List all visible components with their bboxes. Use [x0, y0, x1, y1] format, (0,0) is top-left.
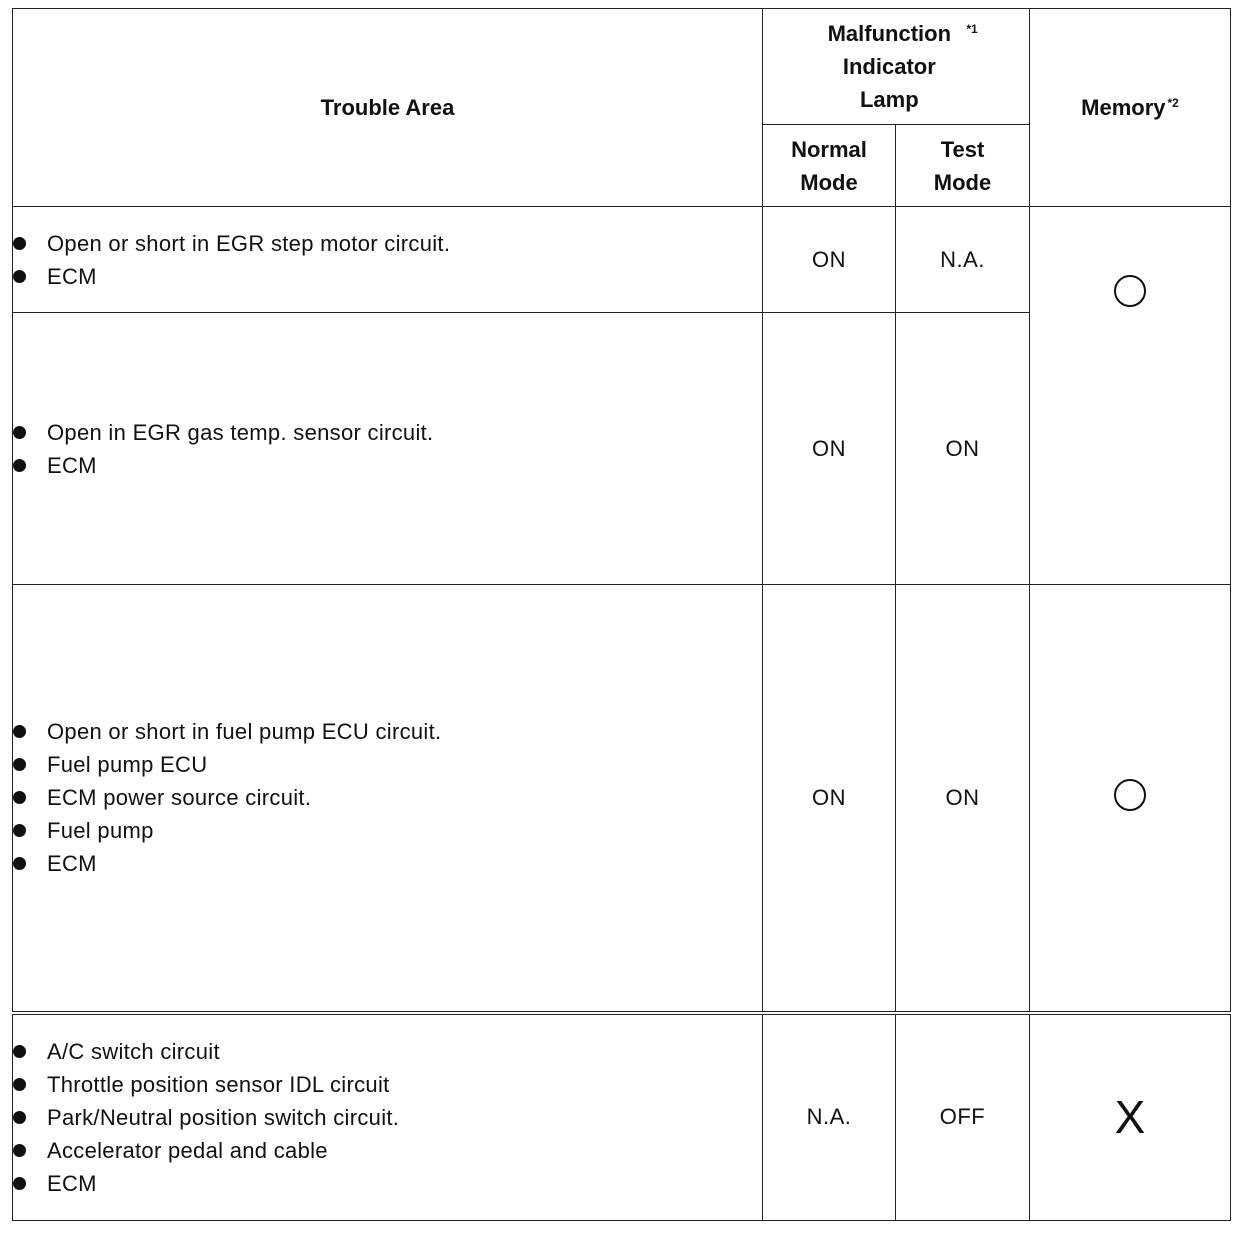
header-mil-note: *1 — [966, 22, 978, 36]
list-item: ECM — [13, 449, 762, 482]
trouble-list — [13, 715, 762, 880]
memory-cell — [1030, 585, 1231, 1013]
memory-circle-icon — [1114, 275, 1146, 307]
table-row — [13, 585, 1231, 1013]
trouble-list — [13, 227, 762, 293]
list-item: Throttle position sensor IDL circuit — [13, 1068, 762, 1101]
list-item: ECM — [13, 847, 762, 880]
trouble-area-cell — [13, 207, 763, 313]
list-item: Open or short in EGR step motor circuit. — [13, 227, 762, 260]
trouble-area-cell — [13, 585, 763, 1013]
trouble-list — [13, 1035, 762, 1200]
list-item: ECM — [13, 1167, 762, 1200]
header-memory — [1030, 9, 1231, 207]
test-mode-value: OFF — [896, 1013, 1030, 1221]
header-trouble-area: Trouble Area — [13, 9, 763, 207]
test-mode-value: N.A. — [896, 207, 1030, 313]
header-memory-text: Memory — [1081, 95, 1166, 120]
list-item: Fuel pump ECU — [13, 748, 762, 781]
memory-cell — [1030, 207, 1231, 585]
list-item: Open in EGR gas temp. sensor circuit. — [13, 416, 762, 449]
diagnosis-table — [12, 8, 1231, 1221]
test-mode-value: ON — [896, 313, 1030, 585]
list-item: Park/Neutral position switch circuit. — [13, 1101, 762, 1134]
trouble-area-cell — [13, 1013, 763, 1221]
header-mil — [763, 9, 1030, 125]
memory-x-mark: X — [1114, 1091, 1146, 1144]
test-mode-value: ON — [896, 585, 1030, 1013]
normal-mode-value: N.A. — [763, 1013, 896, 1221]
normal-mode-value: ON — [763, 207, 896, 313]
header-test-mode: Test Mode — [896, 125, 1030, 207]
header-memory-note: *2 — [1167, 96, 1179, 110]
list-item: A/C switch circuit — [13, 1035, 762, 1068]
memory-circle-icon — [1114, 779, 1146, 811]
trouble-list — [13, 416, 762, 482]
list-item: ECM — [13, 260, 762, 293]
normal-mode-value: ON — [763, 313, 896, 585]
header-normal-mode: Normal Mode — [763, 125, 896, 207]
list-item: Fuel pump — [13, 814, 762, 847]
trouble-area-cell — [13, 313, 763, 585]
table-row — [13, 1013, 1231, 1221]
list-item: Accelerator pedal and cable — [13, 1134, 762, 1167]
list-item: ECM power source circuit. — [13, 781, 762, 814]
list-item: Open or short in fuel pump ECU circuit. — [13, 715, 762, 748]
normal-mode-value: ON — [763, 585, 896, 1013]
header-mil-text: Malfunction Indicator Lamp — [827, 21, 952, 112]
memory-cell — [1030, 1013, 1231, 1221]
table-row — [13, 207, 1231, 313]
